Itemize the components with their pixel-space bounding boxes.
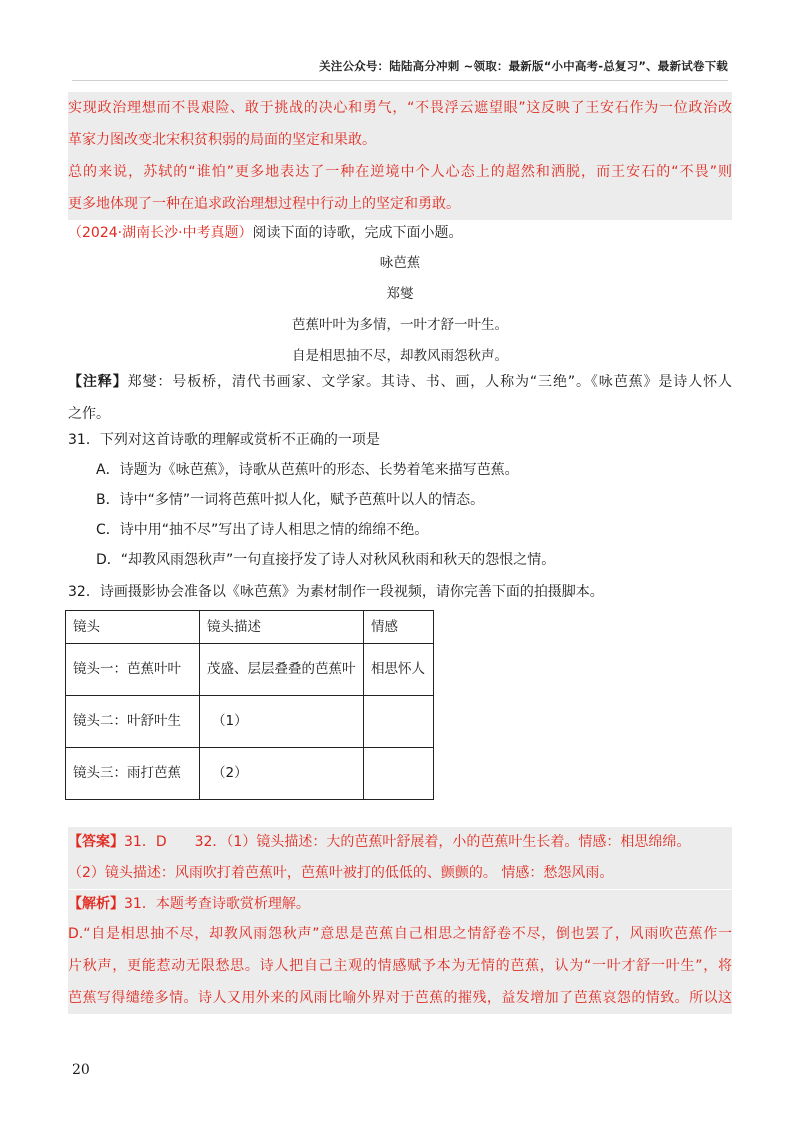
- analysis-line: 片秋声，更能惹动无限愁思。诗人把自己主观的情感赋予本为无情的芭蕉，认为“一叶才舒一叶生”，将: [68, 958, 732, 974]
- page-header: 关注公众号：陆陆高分冲刺 ~领取：最新版“小中高考-总复习”、最新试卷下载: [319, 59, 728, 73]
- question-source: （2024·湖南长沙·中考真题）: [68, 225, 253, 241]
- question-instruction: 阅读下面的诗歌，完成下面小题。: [252, 225, 463, 241]
- poem-title: 咏芭蕉: [379, 255, 421, 271]
- analysis-line: [68, 890, 732, 918]
- prev-answer-line: 革家力图改变北宋积贫积弱的局面的坚定和果敢。: [68, 132, 376, 148]
- table-cell: 镜头二：叶舒叶生: [66, 696, 200, 748]
- option-a: A．诗题为《咏芭蕉》，诗歌从芭蕉叶的形态、长势着笔来描写芭蕉。: [96, 462, 519, 478]
- table-cell: （1）: [200, 696, 364, 748]
- answer-line: [68, 827, 732, 858]
- analysis-block: [68, 890, 732, 1014]
- table-header-cell: 镜头: [66, 611, 200, 644]
- prev-answer-line: 总的来说，苏轼的“谁怕”更多地表达了一种在逆境中个人心态上的超然和洒脱，而王安石的“不畏”则: [68, 164, 732, 180]
- option-d: D．“却教风雨怨秋声”一句直接抒发了诗人对秋风秋雨和秋天的怨恨之情。: [96, 552, 556, 568]
- table-cell: 茂盛、层层叠叠的芭蕉叶: [200, 644, 364, 696]
- table-row: [66, 748, 434, 800]
- table-cell: [364, 696, 434, 748]
- option-b: B．诗中“多情”一词将芭蕉叶拟人化，赋予芭蕉叶以人的情态。: [96, 492, 485, 508]
- table-row: [66, 644, 434, 696]
- poem: [68, 248, 732, 372]
- question-stem: 31．下列对这首诗歌的理解或赏析不正确的一项是: [68, 432, 380, 448]
- table-cell: [364, 748, 434, 800]
- table-header-cell: 镜头描述: [200, 611, 364, 644]
- annotation: [68, 366, 732, 430]
- poem-line: 自是相思抽不尽，却教风雨怨秋声。: [292, 348, 508, 364]
- question-31: [68, 425, 732, 575]
- table-cell: （2）: [200, 748, 364, 800]
- annotation-line: 之作。: [68, 406, 110, 422]
- previous-answer-block: [68, 92, 732, 220]
- table-row: [66, 696, 434, 748]
- answer-label: 【答案】: [68, 834, 124, 850]
- table-cell: 镜头一：芭蕉叶叶: [66, 644, 200, 696]
- analysis-line: 芭蕉写得缱绻多情。诗人又用外来的风雨比喻外界对于芭蕉的摧残，益发增加了芭蕉哀怨的情致。所以这: [68, 990, 732, 1006]
- answer-line: （2）镜头描述：风雨吹打着芭蕉叶，芭蕉叶被打的低低的、颤颤的。 情感：愁怨风雨。: [68, 865, 614, 881]
- annotation-line: [68, 366, 732, 398]
- question-32: [68, 577, 732, 607]
- poem-author: 郑燮: [386, 286, 414, 302]
- answer-text: 31．D 32．（1）镜头描述：大的芭蕉叶舒展着，小的芭蕉叶生长着。情感：相思绵绵。: [124, 834, 691, 850]
- question-stem: 32．诗画摄影协会准备以《咏芭蕉》为素材制作一段视频，请你完善下面的拍摄脚本。: [68, 584, 604, 600]
- table-header-cell: 情感: [364, 611, 434, 644]
- annotation-label: 【注释】: [68, 374, 128, 390]
- analysis-text: 31．本题考查诗歌赏析理解。: [124, 896, 310, 912]
- analysis-line: D.“自是相思抽不尽，却教风雨怨秋声”意思是芭蕉自己相思之情舒卷不尽，倒也罢了，风雨吹芭蕉作一: [68, 926, 732, 942]
- answer-block: [68, 827, 732, 889]
- prev-answer-line: 实现政治理想而不畏艰险、敢于挑战的决心和勇气，“不畏浮云遮望眼”这反映了王安石作为一位政治改: [68, 100, 732, 116]
- table-header-row: [66, 611, 434, 644]
- table-cell: 相思怀人: [364, 644, 434, 696]
- page-number: 20: [72, 1062, 90, 1078]
- option-c: C．诗中用“抽不尽”写出了诗人相思之情的绵绵不绝。: [96, 522, 429, 538]
- header-divider: [72, 80, 728, 81]
- prev-answer-line: 更多地体现了一种在追求政治理想过程中行动上的坚定和勇敢。: [68, 196, 460, 212]
- shooting-script-table: [65, 610, 434, 800]
- question-intro: [68, 218, 732, 248]
- table-cell: 镜头三：雨打芭蕉: [66, 748, 200, 800]
- analysis-label: 【解析】: [68, 896, 124, 912]
- annotation-text: 郑燮：号板桥，清代书画家、文学家。其诗、书、画，人称为“三绝”。《咏芭蕉》是诗人怀人: [127, 374, 732, 390]
- poem-line: 芭蕉叶叶为多情，一叶才舒一叶生。: [292, 317, 508, 333]
